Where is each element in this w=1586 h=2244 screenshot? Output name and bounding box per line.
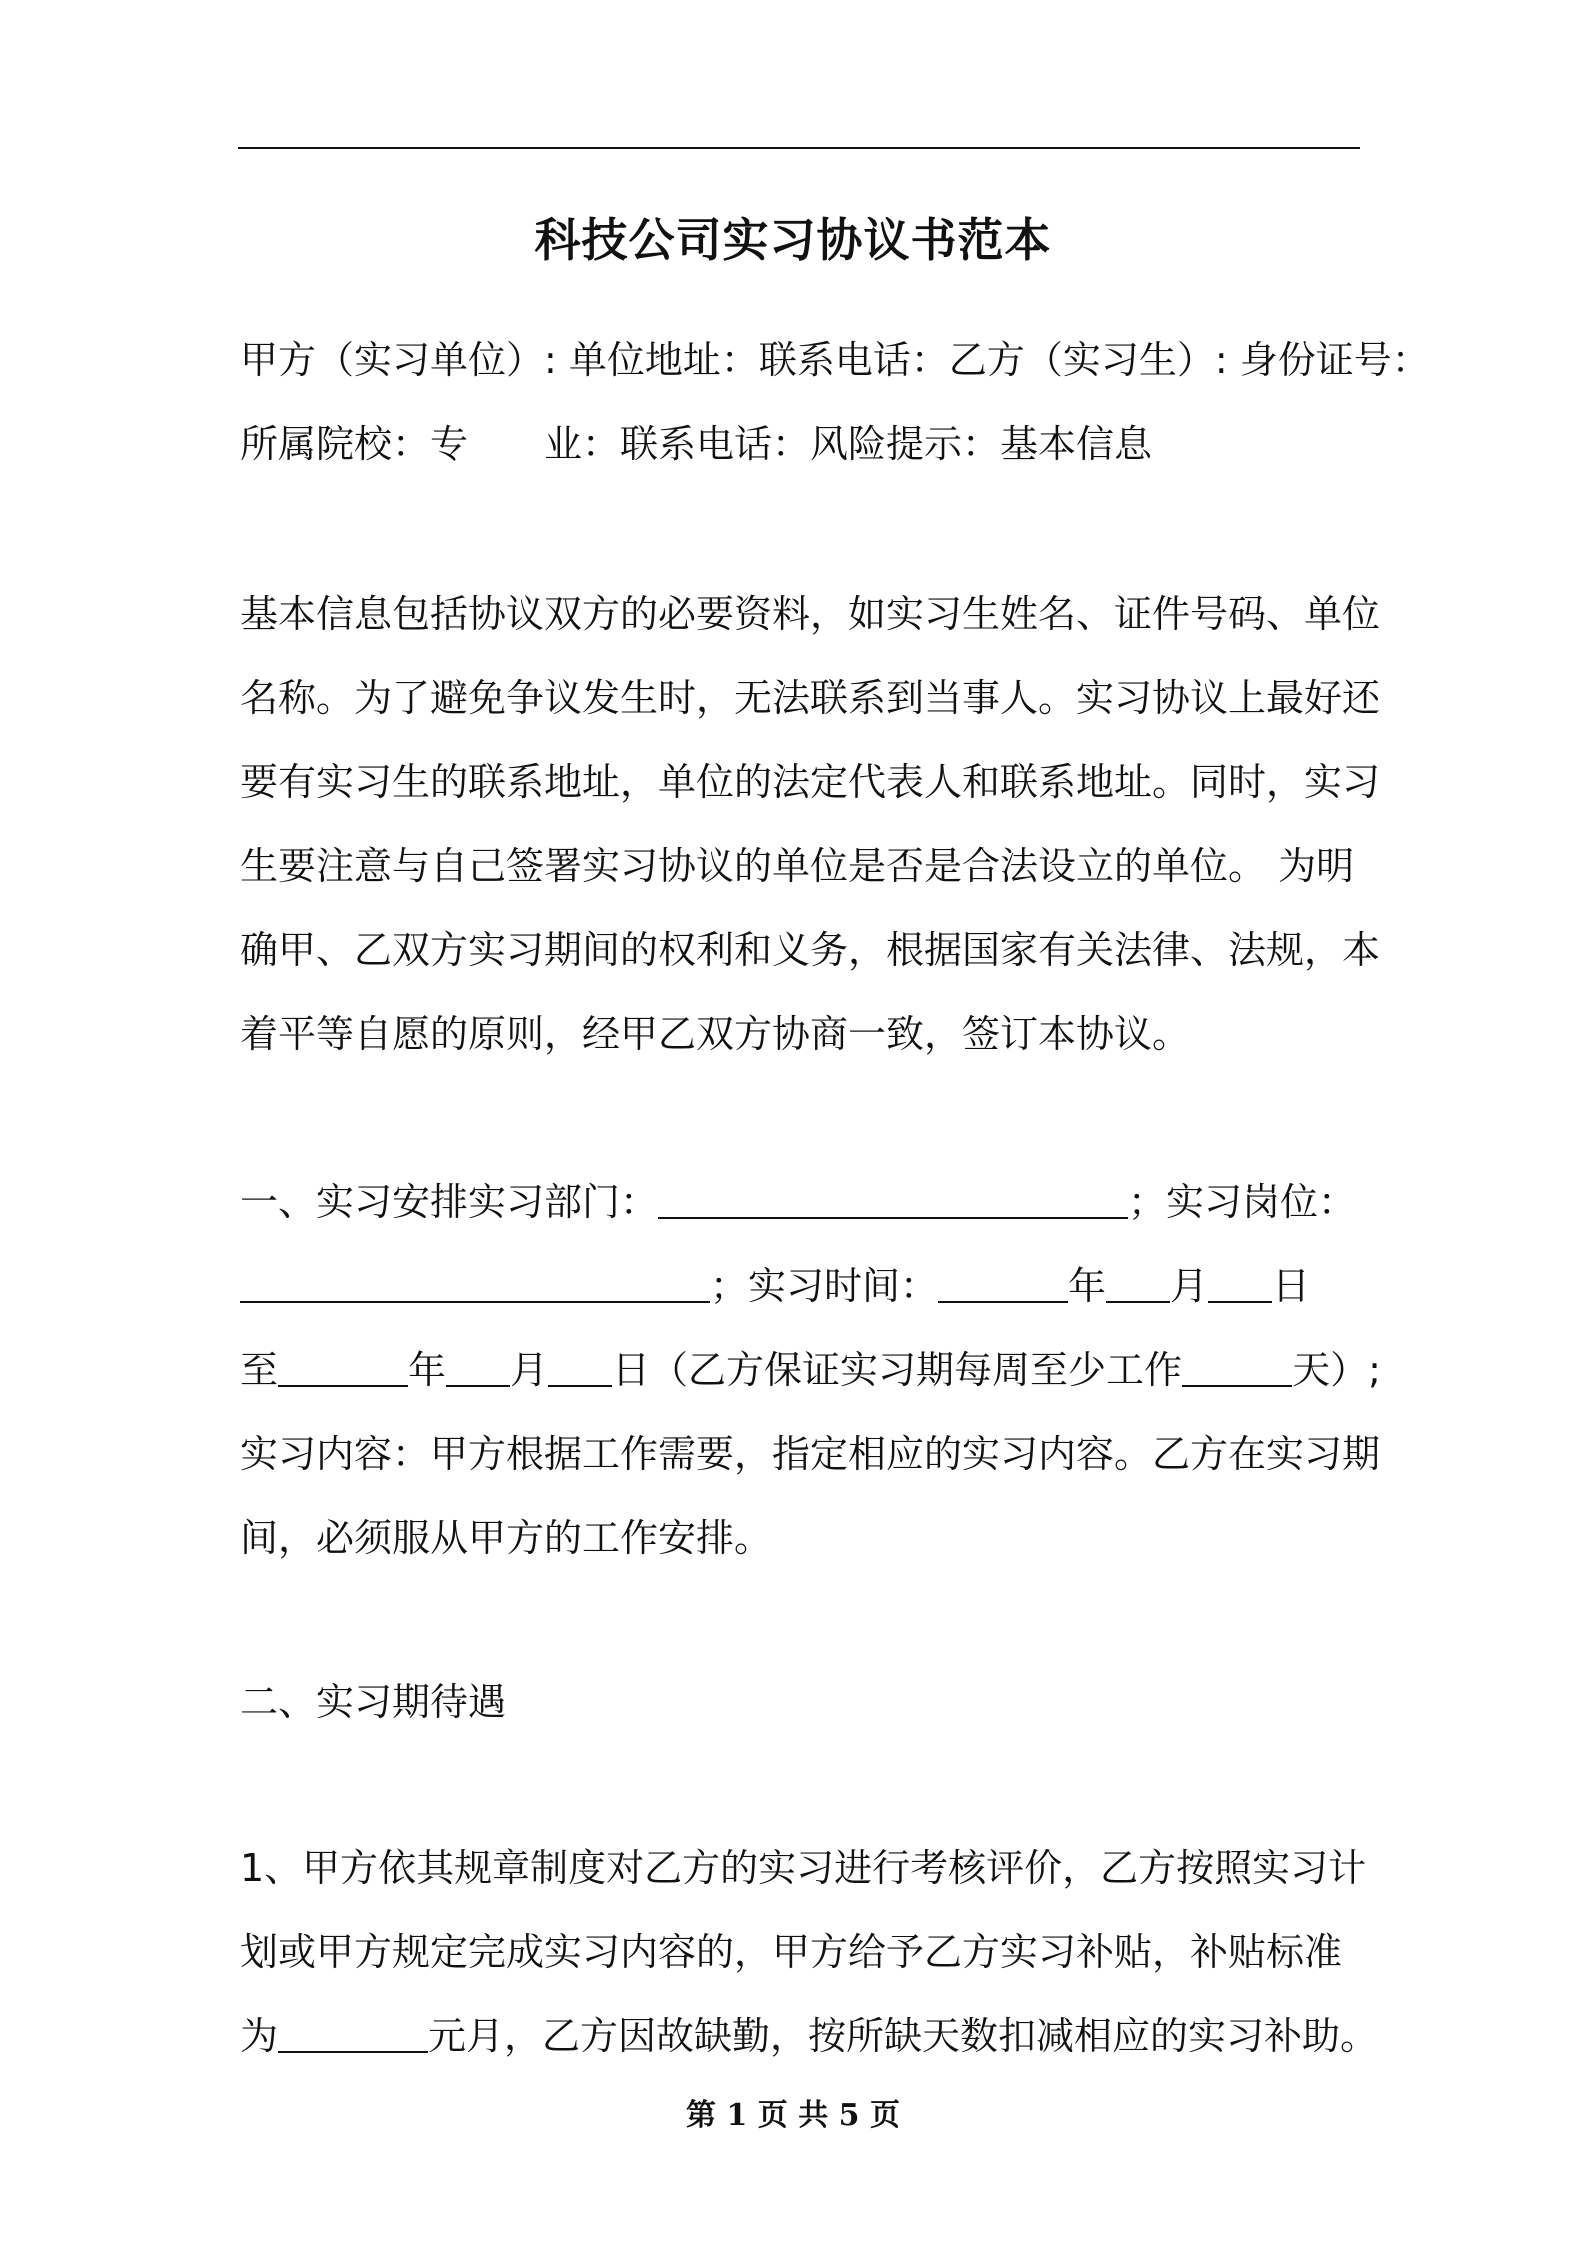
position-blank[interactable] [240,1261,710,1303]
intro-line: 着平等自愿的原则，经甲乙双方协商一致，签订本协议。 [240,1012,1191,1056]
section-2-line-3 [240,1994,1390,2078]
end-day-blank[interactable] [548,1345,612,1387]
section-1-arrangement [240,1160,1390,1580]
party-info-line-1: 甲方（实习单位）: 单位地址：联系电话：乙方（实习生）: 身份证号： [240,338,1430,382]
section-1-line-2 [240,1244,1390,1328]
page-footer: 第 1 页 共 5 页 [686,2098,900,2133]
section-2-line-2: 划或甲方规定完成实习内容的，甲方给予乙方实习补贴，补贴标准 [240,1930,1343,1974]
subsidy-text: 元月，乙方因故缺勤，按所缺天数扣减相应的实习补助。 [428,2014,1379,2058]
intro-line: 要有实习生的联系地址，单位的法定代表人和联系地址。同时，实习 [240,760,1381,804]
subsidy-amount-blank[interactable] [278,2011,428,2053]
intro-line: 基本信息包括协议双方的必要资料，如实习生姓名、证件号码、单位 [240,592,1381,636]
party-info [240,318,1430,486]
document-title: 科技公司实习协议书范本 [534,213,1052,267]
section-1-label-department: 一、实习安排实习部门： [240,1180,659,1224]
intro-line: 生要注意与自己签署实习协议的单位是否是合法设立的单位。 为明 [240,844,1355,888]
to-label: 至 [240,1348,279,1392]
month-label: 月 [1170,1264,1209,1308]
end-month-blank[interactable] [446,1345,510,1387]
section-2-line-1: 1、甲方依其规章制度对乙方的实习进行考核评价，乙方按照实习计 [240,1846,1367,1890]
section-1-line-1 [240,1160,1390,1244]
end-year-blank[interactable] [278,1345,408,1387]
intro-line: 确甲、乙双方实习期间的权利和义务，根据国家有关法律、法规，本 [240,928,1381,972]
start-month-blank[interactable] [1106,1261,1170,1303]
weekly-requirement-text: 日（乙方保证实习期每周至少工作 [612,1348,1183,1392]
month-label: 月 [510,1348,549,1392]
section-1-line-5: 间，必须服从甲方的工作安排。 [240,1516,773,1560]
section-2-clause-1 [240,1826,1390,2078]
start-year-blank[interactable] [938,1261,1068,1303]
section-2-heading [240,1660,1390,1744]
section-1-line-4: 实习内容：甲方根据工作需要，指定相应的实习内容。乙方在实习期 [240,1432,1381,1476]
intro-line: 名称。为了避免争议发生时，无法联系到当事人。实习协议上最好还 [240,676,1381,720]
section-1-label-position: ；实习岗位： [1128,1180,1357,1224]
start-day-blank[interactable] [1208,1261,1272,1303]
subsidy-label: 为 [240,2014,279,2058]
day-label: 日 [1272,1264,1311,1308]
section-1-line-3 [240,1328,1390,1412]
work-days-blank[interactable] [1182,1345,1292,1387]
section-1-label-time: ；实习时间： [710,1264,939,1308]
year-label: 年 [408,1348,447,1392]
party-info-line-2: 所属院校：专 业：联系电话：风险提示：基本信息 [240,422,1153,466]
year-label: 年 [1068,1264,1107,1308]
days-label: 天）; [1292,1348,1381,1392]
intro-paragraph [240,572,1390,1076]
department-blank[interactable] [658,1177,1128,1219]
header-rule [238,147,1360,149]
section-2-heading-text: 二、实习期待遇 [240,1680,507,1724]
